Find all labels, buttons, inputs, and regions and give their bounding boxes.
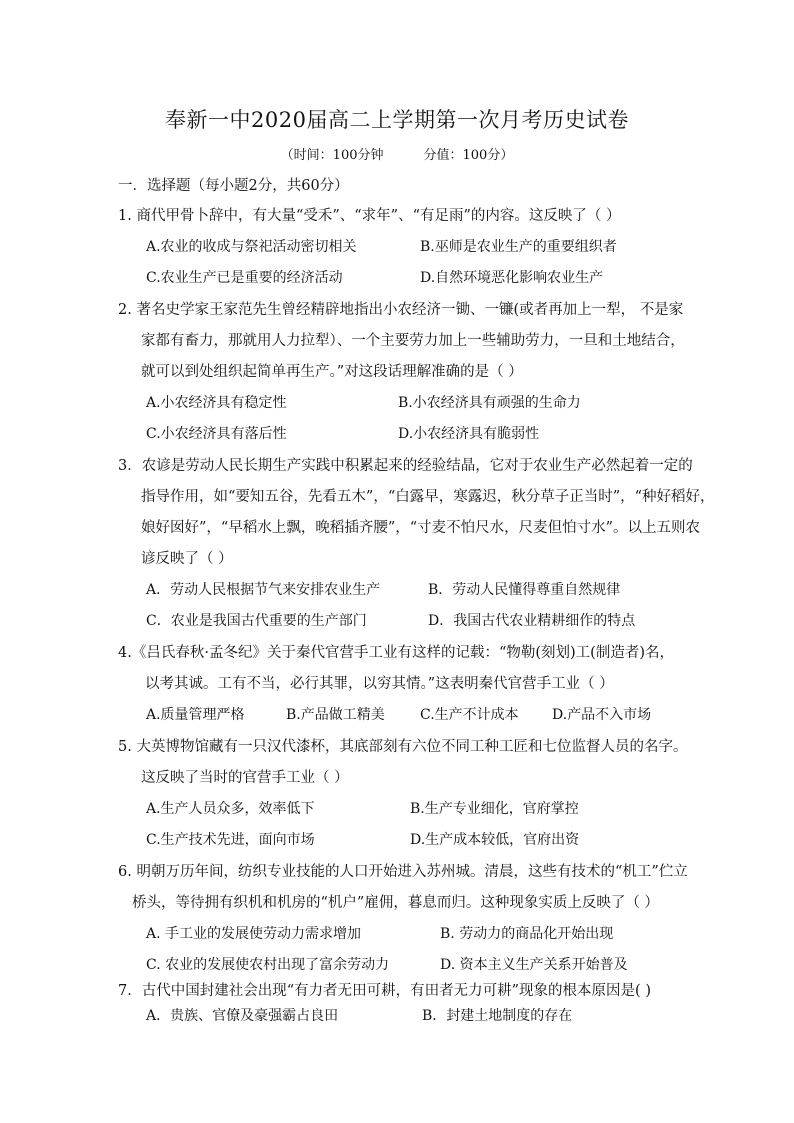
question-1-text: 1. 商代甲骨卜辞中，有大量“受禾”、“求年”、“有足雨”的内容。这反映了（ ）: [118, 208, 621, 224]
question-4-line-1: 4.《吕氏春秋·孟冬纪》关于秦代官营手工业有这样的记载：“物勒(刻划)工(制造者)名，: [118, 645, 674, 661]
question-6-option-b: B. 劳动力的商品化开始出现: [440, 926, 614, 942]
page-title: 奉新一中2020届高二上学期第一次月考历史试卷: [165, 108, 629, 132]
question-5-line-2: 这反映了当时的官营手工业（ ）: [141, 770, 349, 786]
question-4-option-d: D.产品不入市场: [552, 707, 652, 723]
question-3-line-1: 3．农谚是劳动人民长期生产实践中积累起来的经验结晶，它对于农业生产必然起着一定的: [118, 458, 693, 474]
question-1-option-a: A.农业的收成与祭祀活动密切相关: [146, 239, 357, 255]
question-2-line-3: 就可以到处组织起简单再生产。”对这段话理解准确的是（ ）: [141, 364, 523, 380]
question-5-option-d: D.生产成本较低，官府出资: [410, 832, 580, 848]
question-1-option-c: C.农业生产已是重要的经济活动: [146, 270, 343, 286]
question-2-option-d: D.小农经济具有脆弱性: [398, 426, 540, 442]
question-3-option-a: A．劳动人民根据节气来安排农业生产: [146, 582, 381, 598]
question-1-option-d: D.自然环境恶化影响农业生产: [420, 270, 604, 286]
question-3-line-4: 谚反映了（ ）: [141, 551, 233, 567]
question-5-line-1: 5. 大英博物馆藏有一只汉代漆杯，其底部刻有六位不同工种工匠和七位监督人员的名字。: [118, 739, 688, 755]
question-2-line-1: 2. 著名史学家王家范先生曾经精辟地指出小农经济一锄、一镰(或者再加上一犁， 不是家: [118, 302, 684, 318]
question-6-line-1: 6. 明朝万历年间，纺织专业技能的人口开始进入苏州城。清晨，这些有技术的“机工”伫立: [118, 864, 688, 880]
question-3-option-b: B．劳动人民懂得尊重自然规律: [428, 582, 621, 598]
question-5-option-b: B.生产专业细化，官府掌控: [410, 801, 579, 817]
question-2-option-c: C.小农经济具有落后性: [146, 426, 287, 442]
question-3-option-c: C．农业是我国古代重要的生产部门: [146, 613, 367, 629]
question-4-option-a: A.质量管理严格: [146, 707, 245, 723]
exam-info: [0, 144, 794, 163]
question-2-option-b: B.小农经济具有顽强的生命力: [398, 395, 581, 411]
question-5-option-c: C.生产技术先进，面向市场: [146, 832, 315, 848]
question-3-option-d: D．我国古代农业精耕细作的特点: [428, 613, 636, 629]
question-4-option-c: C.生产不计成本: [420, 707, 519, 723]
section-heading: 一．选择题（每小题2分，共60分）: [118, 178, 349, 194]
question-1-option-b: B.巫师是农业生产的重要组织者: [420, 239, 617, 255]
question-7-text: 7．古代中国封建社会出现“有力者无田可耕，有田者无力可耕”现象的根本原因是( ): [118, 983, 651, 999]
question-7-option-b: B．封建土地制度的存在: [422, 1008, 573, 1024]
question-6-option-d: D. 资本主义生产关系开始普及: [440, 957, 628, 973]
question-6-option-a: A. 手工业的发展使劳动力需求增加: [146, 926, 362, 942]
question-6-line-2: 桥头，等待拥有织机和机房的“机户”雇佣，暮息而归。这种现象实质上反映了（ ）: [132, 895, 659, 911]
exam-time: （时间：100分钟: [280, 148, 384, 163]
question-2-option-a: A.小农经济具有稳定性: [146, 395, 287, 411]
question-7-option-a: A．贵族、官僚及豪强霸占良田: [146, 1008, 339, 1024]
question-4-line-2: 以考其诚。工有不当，必行其罪，以穷其情。”这表明秦代官营手工业（ ）: [145, 676, 614, 692]
exam-score: 分值：100分）: [423, 148, 514, 163]
question-6-option-c: C. 农业的发展使农村出现了富余劳动力: [146, 957, 390, 973]
question-3-line-2: 指导作用，如“要知五谷，先看五木”，“白露早，寒露迟，秋分草子正当时”，“种好稻好，: [141, 489, 715, 505]
question-2-line-2: 家都有畜力，那就用人力拉犁）、一个主要劳力加上一些辅助劳力，一旦和土地结合，: [141, 333, 685, 349]
question-4-option-b: B.产品做工精美: [286, 707, 385, 723]
question-5-option-a: A.生产人员众多，效率低下: [146, 801, 315, 817]
question-3-line-3: 娘好囡好”，“早稻水上飘，晚稻插齐腰”，“寸麦不怕尺水，尺麦但怕寸水”。以上五则农: [141, 520, 701, 536]
